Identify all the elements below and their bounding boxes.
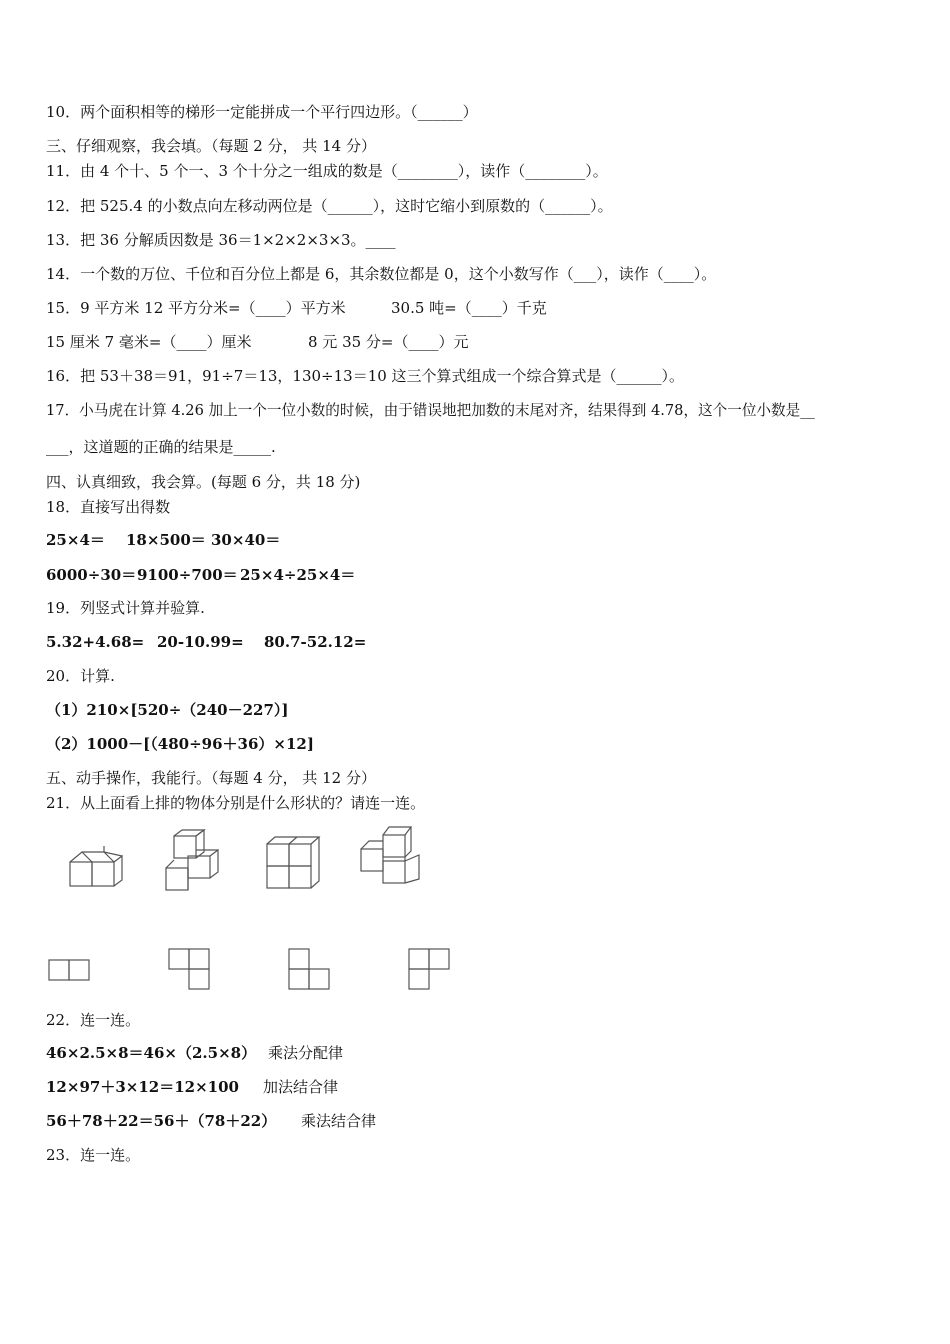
question-23: 23．连一连。 [46, 1146, 141, 1164]
section-5-heading: 五、动手操作，我能行。（每题 4 分， 共 12 分） [46, 769, 376, 787]
question-10: 10．两个面积相等的梯形一定能拼成一个平行四边形。（______） [46, 103, 478, 121]
cube-figure-1 [65, 843, 125, 889]
question-12: 12．把 525.4 的小数点向左移动两位是（______），这时它缩小到原数的（______）。 [46, 197, 613, 215]
question-19-row [46, 632, 366, 652]
calc-18-2: 18×500＝ [126, 531, 206, 549]
calc-18-4: 6000÷30＝ [46, 566, 137, 584]
calc-18-1: 25×4＝ [46, 531, 105, 549]
question-22-row1 [46, 1043, 343, 1063]
calc-19-1: 5.32+4.68= [46, 633, 145, 651]
equation-1: 46×2.5×8＝46×（2.5×8） [46, 1044, 257, 1062]
question-16: 16．把 53＋38＝91，91÷7＝13，130÷13＝10 这三个算式组成一个综合算式是（______）。 [46, 367, 685, 385]
question-19: 19．列竖式计算并验算. [46, 599, 205, 617]
top-view-2 [165, 946, 213, 992]
calc-18-6: 25×4÷25×4＝ [240, 566, 356, 584]
calc-19-2: 20-10.99= [157, 633, 244, 651]
question-22: 22．连一连。 [46, 1011, 141, 1029]
question-22-row3 [46, 1111, 376, 1131]
cube-figure-2 [160, 828, 226, 892]
top-view-4 [406, 946, 454, 992]
question-15-part-b: 30.5 吨=（____）千克 [391, 299, 547, 317]
calc-19-3: 80.7-52.12= [264, 633, 367, 651]
cube-figure-4 [357, 823, 425, 889]
question-18-row2 [46, 565, 355, 585]
equation-2: 12×97＋3×12＝12×100 [46, 1078, 239, 1096]
section-4-heading: 四、认真细致，我会算。(每题 6 分，共 18 分) [46, 473, 361, 491]
question-22-row2 [46, 1077, 338, 1097]
question-21: 21．从上面看上排的物体分别是什么形状的？请连一连。 [46, 794, 426, 812]
question-14: 14．一个数的万位、千位和百分位上都是 6，其余数位都是 0，这个小数写作（___），读作（____）。 [46, 265, 717, 283]
section-3-heading: 三、仔细观察，我会填。（每题 2 分， 共 14 分） [46, 137, 376, 155]
question-18: 18．直接写出得数 [46, 498, 171, 516]
law-label-1: 乘法分配律 [268, 1044, 344, 1062]
question-18-row1 [46, 530, 280, 550]
calc-18-3: 30×40＝ [211, 531, 281, 549]
cube-figure-3 [263, 832, 323, 892]
question-15-part-d: 8 元 35 分=（____）元 [308, 333, 469, 351]
calc-18-5: 9100÷700＝ [137, 566, 238, 584]
question-15-part-c: 15 厘米 7 毫米=（____）厘米 [46, 333, 252, 351]
question-20-2: （2）1000－[（480÷96＋36）×12] [46, 735, 314, 753]
top-view-1 [47, 957, 93, 983]
question-13: 13．把 36 分解质因数是 36＝1×2×2×3×3。____ [46, 231, 396, 249]
question-17-line2: ___，这道题的正确的结果是_____. [46, 438, 276, 456]
law-label-3: 乘法结合律 [301, 1112, 377, 1130]
law-label-2: 加法结合律 [263, 1078, 339, 1096]
question-15-row2 [46, 332, 469, 352]
top-view-3 [286, 946, 334, 992]
equation-3: 56＋78＋22＝56＋（78＋22） [46, 1112, 277, 1130]
question-20: 20．计算. [46, 667, 115, 685]
question-20-1: （1）210×[520÷（240－227）] [46, 701, 289, 719]
question-15-row1 [46, 298, 547, 318]
question-11: 11．由 4 个十、5 个一、3 个十分之一组成的数是（________），读作（________）。 [46, 162, 608, 180]
question-15-part-a: 15．9 平方米 12 平方分米=（____）平方米 [46, 299, 346, 317]
question-17-line1: 17．小马虎在计算 4.26 加上一个一位小数的时候，由于错误地把加数的末尾对齐，结果得到 4.78，这个一位小数是__ [46, 402, 815, 419]
